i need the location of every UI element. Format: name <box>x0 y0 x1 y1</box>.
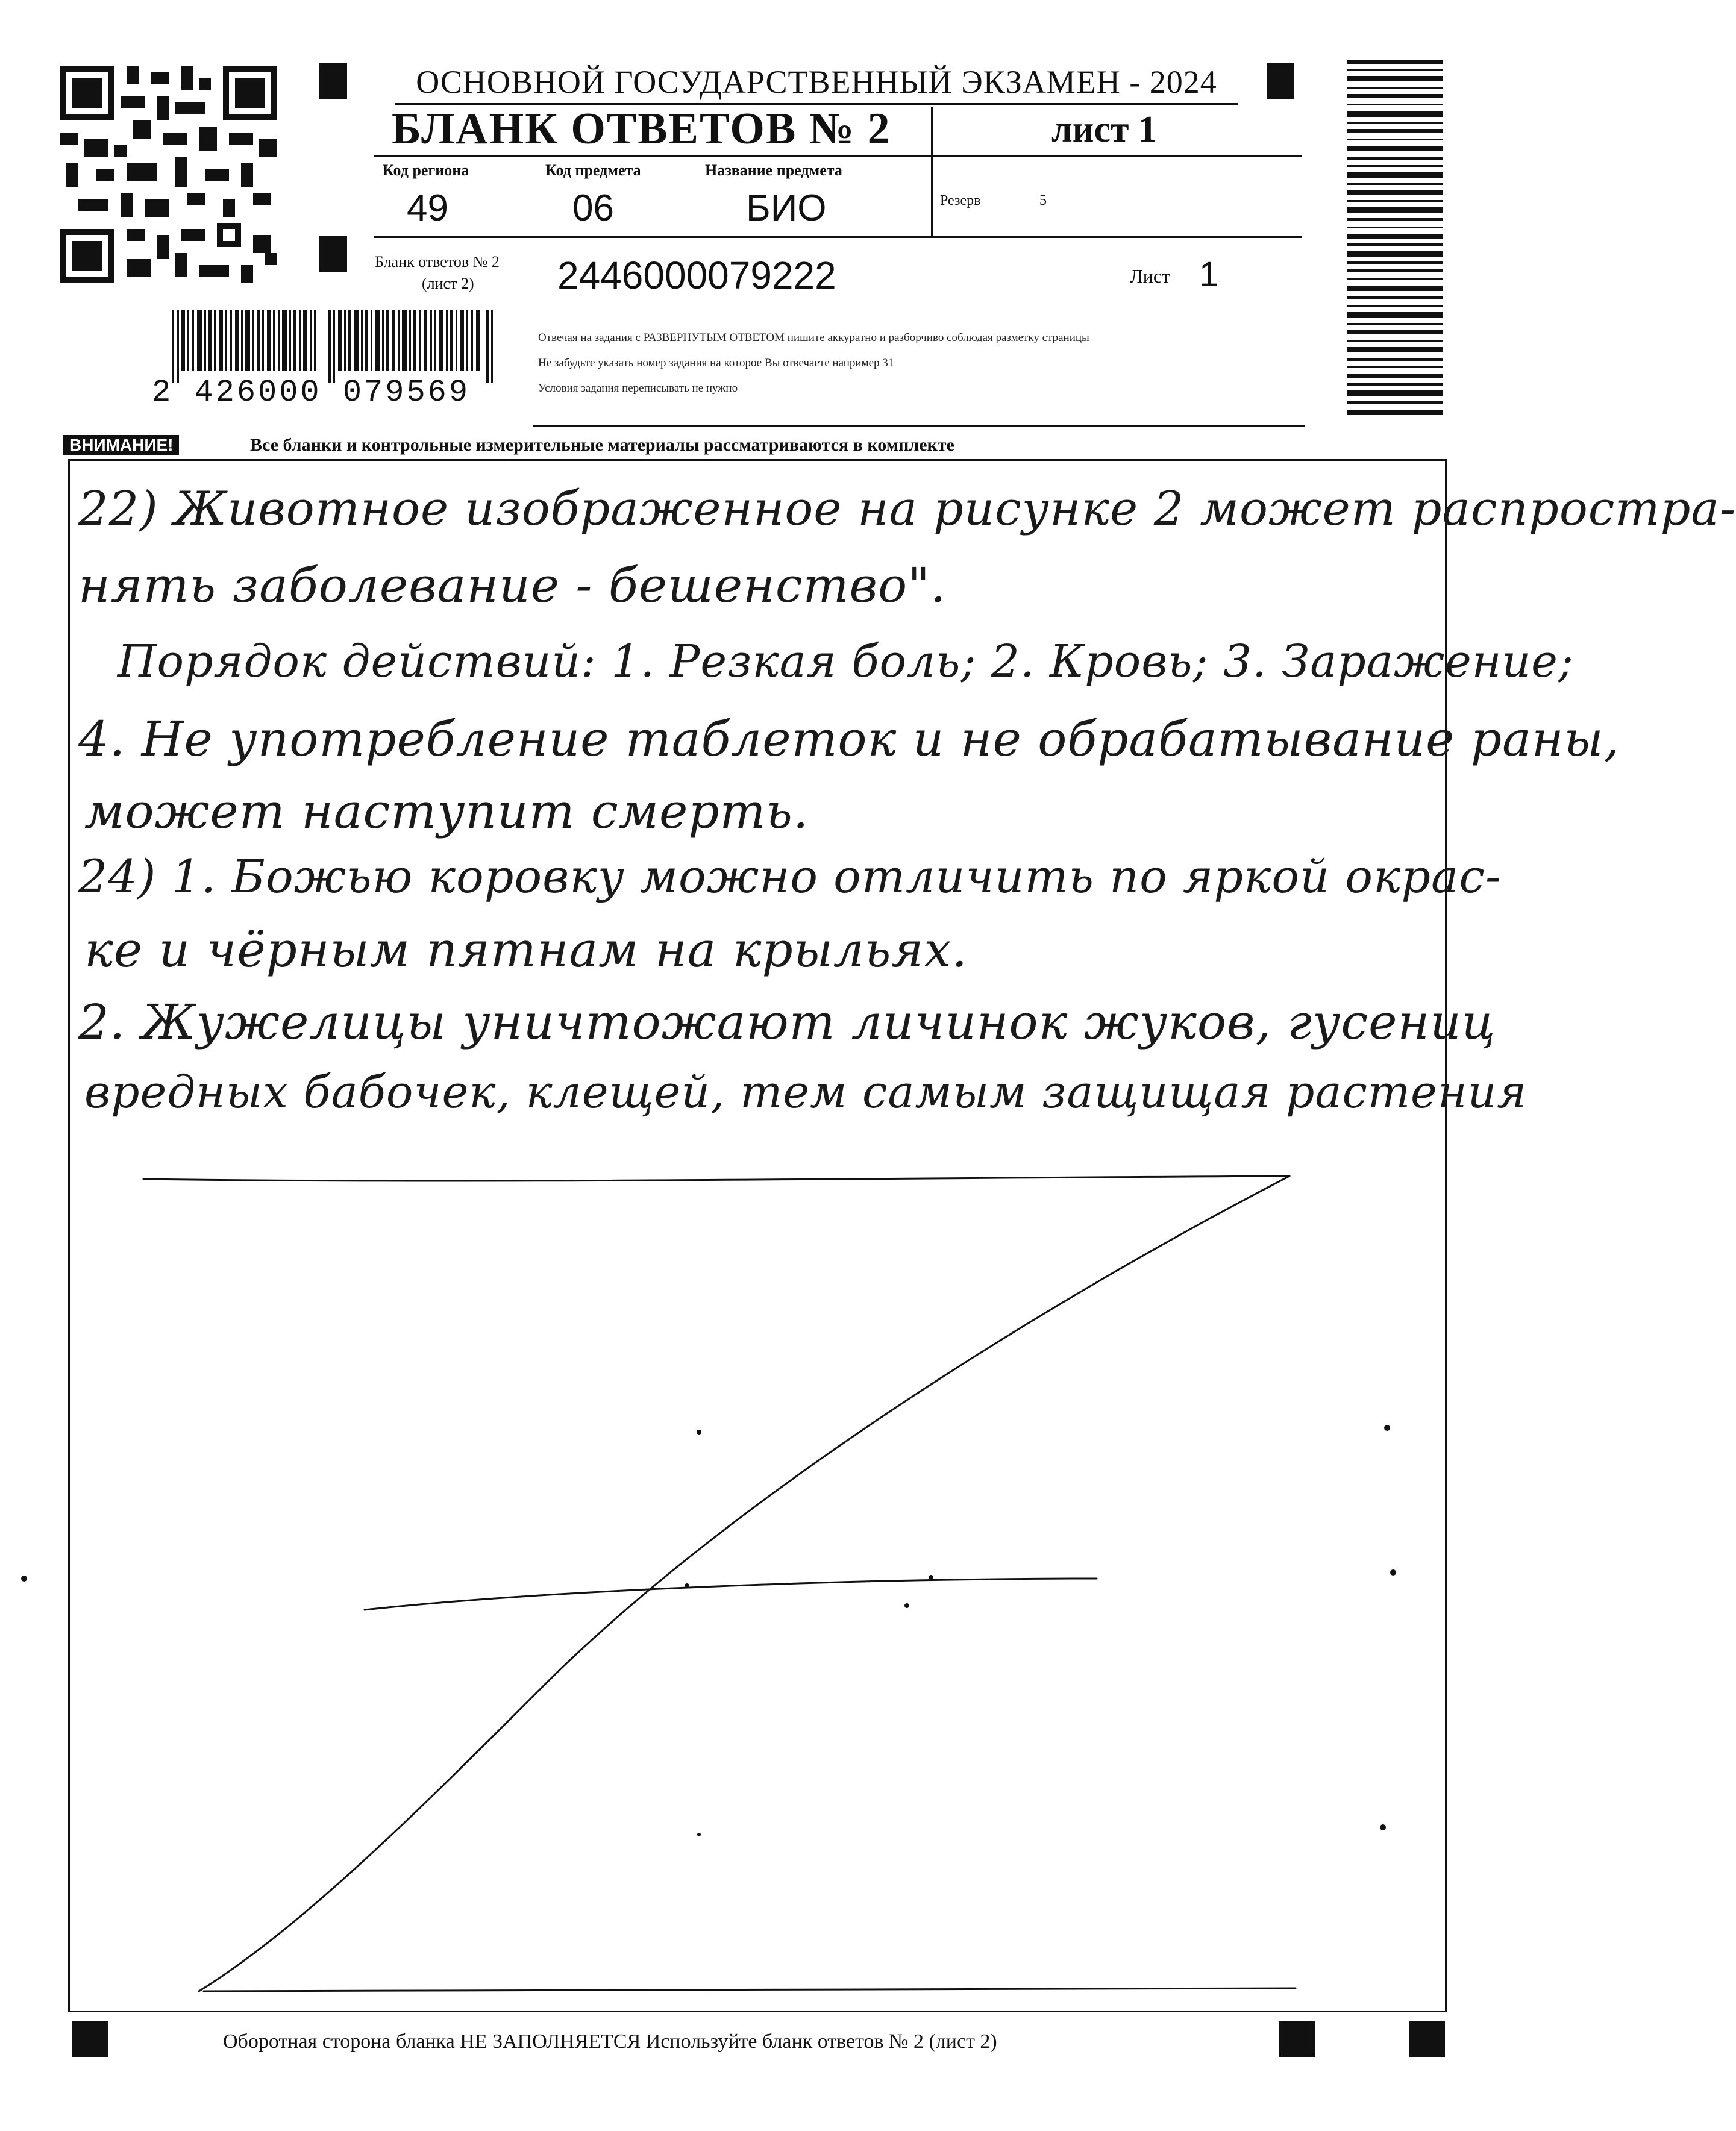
footer-note: Оборотная сторона бланка НЕ ЗАПОЛНЯЕТСЯ Используйте бланк ответов № 2 (лист 2) <box>223 2030 997 2053</box>
region-value: 49 <box>407 187 448 229</box>
qr-code-icon <box>60 66 277 283</box>
registration-mark-bottom-left <box>72 2021 108 2057</box>
registration-mark-top-right <box>1267 63 1294 99</box>
header-rule-bottom <box>533 425 1305 427</box>
attention-badge: ВНИМАНИЕ! <box>63 435 179 455</box>
attention-text: Все бланки и контрольные измерительные материалы рассматриваются в комплекте <box>250 435 954 455</box>
registration-mark-bottom-right <box>1409 2021 1445 2057</box>
answer-line-9: вредных бабочек, клещей, тем самым защищая растения <box>84 1066 1528 1118</box>
subject-code-value: 06 <box>572 187 614 229</box>
instruction-line-2: Не забудьте указать номер задания на которое Вы отвечаете например 31 <box>538 357 894 369</box>
barcode-number: 2 426000 079569 <box>152 375 471 410</box>
bottom-barcode-icon <box>172 310 497 383</box>
blank-sheet-value: 1 <box>1199 255 1219 294</box>
subject-name-label: Название предмета <box>705 161 842 179</box>
subject-code-label: Код предмета <box>545 161 641 179</box>
blank-sheet-label: Лист <box>1130 265 1171 287</box>
attention-banner <box>63 435 1425 457</box>
registration-mark-mid-left <box>319 236 347 272</box>
blank-ref-sublabel: (лист 2) <box>422 275 474 292</box>
instruction-line-3: Условия задания переписывать не нужно <box>538 382 738 395</box>
answer-line-7: ке и чёрным пятнам на крыльях. <box>84 922 968 978</box>
reserve-value: 5 <box>1039 193 1047 208</box>
side-barcode-icon <box>1347 60 1443 419</box>
blank-ref-label: Бланк ответов № 2 <box>375 253 500 271</box>
answer-area[interactable] <box>68 459 1447 2012</box>
header-rule-lower <box>374 236 1302 238</box>
registration-mark-top-left <box>319 63 347 99</box>
exam-title: ОСНОВНОЙ ГОСУДАРСТВЕННЫЙ ЭКЗАМЕН - 2024 <box>395 63 1238 105</box>
answer-line-5: может наступит смерть. <box>84 783 809 839</box>
answer-line-3: Порядок действий: 1. Резкая боль; 2. Кровь; 3. Заражение; <box>118 636 1574 687</box>
sheet-title: лист 1 <box>1051 109 1157 150</box>
answer-line-1: 22) Животное изображенное на рисунке 2 может распростра- <box>78 482 1736 536</box>
answer-line-6: 24) 1. Божью коровку можно отличить по яркой окрас- <box>78 850 1502 903</box>
region-label: Код региона <box>383 161 469 179</box>
subject-name-value: БИО <box>746 187 827 229</box>
answer-line-4: 4. Не употребление таблеток и не обрабатывание раны, <box>78 711 1620 767</box>
blank-number: 2446000079222 <box>557 254 836 297</box>
header-rule-mid <box>374 155 1302 157</box>
answer-line-2: нять заболевание - бешенство". <box>78 557 947 613</box>
header-divider-vertical <box>931 107 933 237</box>
answer-line-8: 2. Жужелицы уничтожают личинок жуков, гусениц <box>78 994 1496 1050</box>
reserve-label: Резерв <box>940 193 981 208</box>
blank-title: БЛАНК ОТВЕТОВ № 2 <box>392 104 891 154</box>
registration-mark-bottom-mid <box>1279 2021 1315 2057</box>
instruction-line-1: Отвечая на задания с РАЗВЕРНУТЫМ ОТВЕТОМ пишите аккуратно и разборчиво соблюдая разметку страницы <box>538 331 1089 344</box>
